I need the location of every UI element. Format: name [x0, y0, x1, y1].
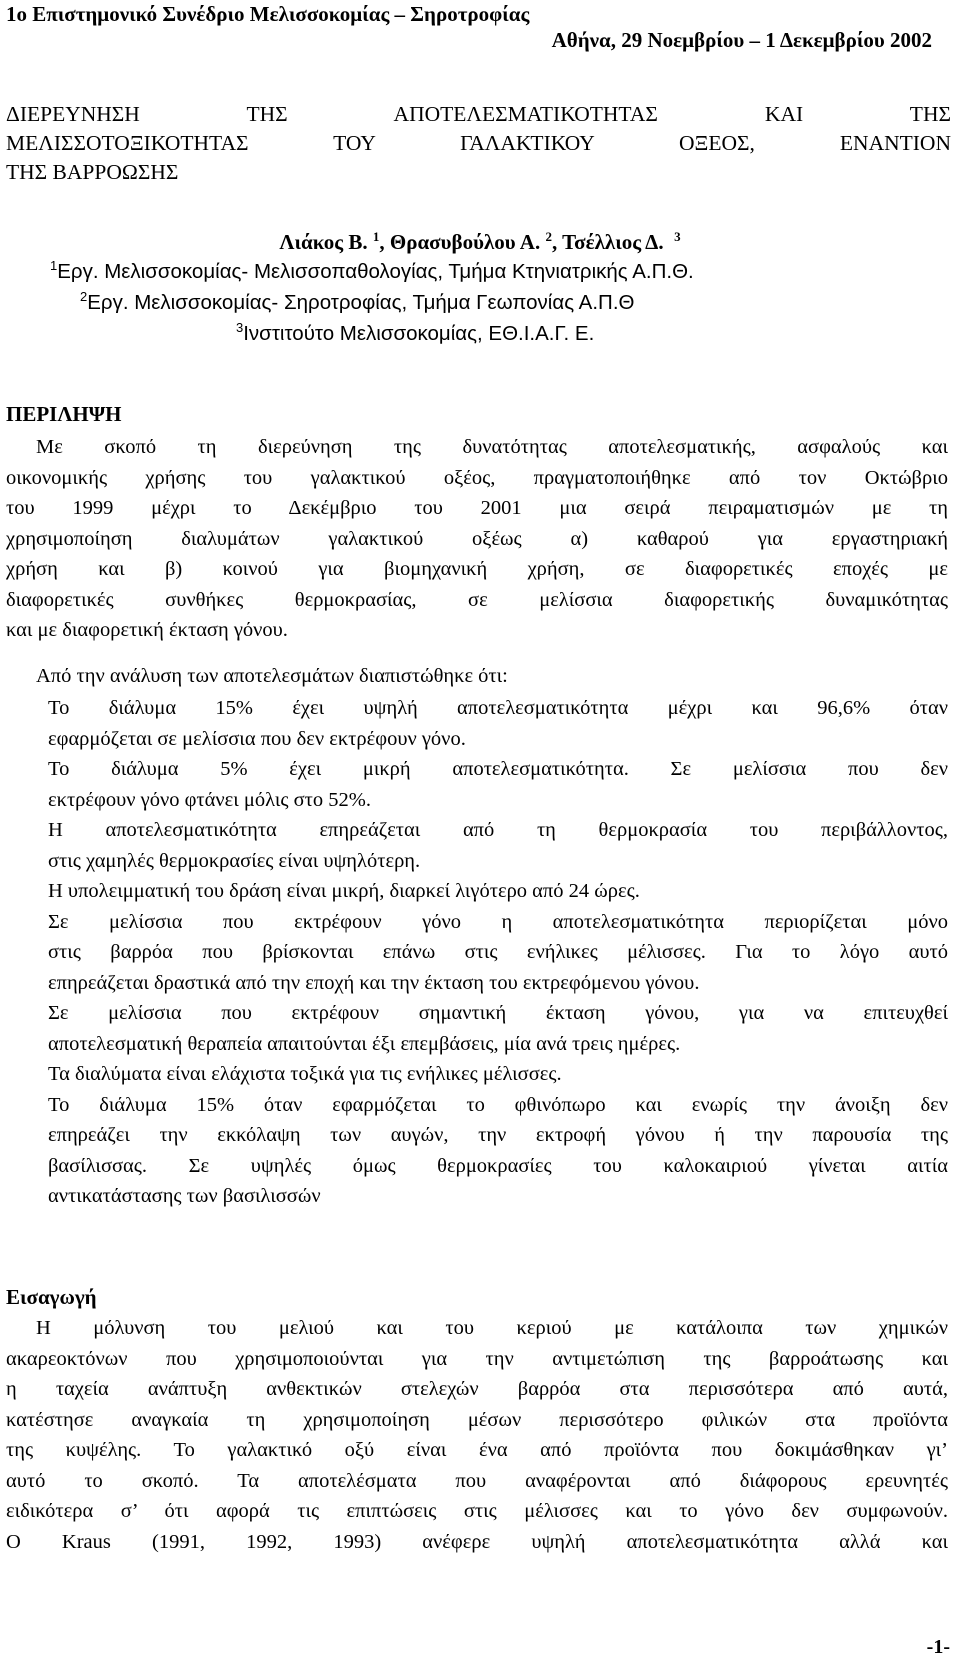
affiliation — [236, 322, 594, 346]
text-line: αντικατάστασης των βασιλισσών — [48, 1185, 321, 1207]
text-line: Η υπολειμματική του δράση είναι μικρή, διαρκεί λιγότερο από 24 ώρες. — [48, 880, 640, 902]
text-line: χρησιμοποίηση διαλυμάτων γαλακτικού οξέως α) καθαρού για εργαστηριακή — [6, 527, 948, 550]
text-line: εκτρέφουν γόνο φτάνει μόλις στο 52%. — [48, 788, 371, 811]
title-line: ΔΙΕΡΕΥΝΗΣΗ ΤΗΣ ΑΠΟΤΕΛΕΣΜΑΤΙΚΟΤΗΤΑΣ ΚΑΙ ΤΗΣ — [6, 102, 951, 126]
text-line: χρήση και β) κοινού για βιομηχανική χρήση, σε διαφορετικές εποχές με — [6, 558, 948, 580]
text-line: Η μόλυνση του μελιού και του κεριού με κατάλοιπα των χημικών — [36, 1317, 948, 1339]
conference-date: Αθήνα, 29 Νοεμβρίου – 1 Δεκεμβρίου 2002 — [551, 28, 932, 52]
text-line: της κυψέλης. Το γαλακτικό οξύ είναι ένα από προϊόντα που δοκιμάσθηκαν γι’ — [6, 1439, 948, 1461]
finding-item — [48, 1090, 948, 1212]
abstract-heading: ΠΕΡΙΛΗΨΗ — [6, 402, 122, 426]
finding-item — [48, 754, 948, 815]
affiliation — [80, 291, 634, 315]
text-line: Σε μελίσσια που εκτρέφουν γόνο η αποτελεσματικότητα περιορίζεται μόνο — [48, 910, 948, 933]
text-line: στις χαμηλές θερμοκρασίες είναι υψηλότερη. — [48, 849, 421, 872]
author-name: , Θρασυβούλου Α. — [379, 230, 541, 254]
affiliation — [50, 260, 694, 284]
author-sup: 1 — [372, 229, 380, 244]
text-line: η ταχεία ανάπτυξη ανθεκτικών στελεχών βαρρόα στα περισσότερα από αυτά, — [6, 1378, 948, 1400]
abstract-paragraph — [6, 432, 948, 646]
finding-item — [48, 876, 948, 907]
text-line: Το διάλυμα 15% όταν εφαρμόζεται το φθινόπωρο και ενωρίς την άνοιξη δεν — [48, 1093, 948, 1116]
text-line: ειδικότερα σ’ ότι αφορά τις επιπτώσεις στις μέλισσες και το γόνο δεν συμφωνούν. — [6, 1500, 948, 1522]
text-line: ακαρεοκτόνων που χρησιμοποιούνται για την αντιμετώπιση της βαρροάτωσης και — [6, 1347, 948, 1370]
author-name: Λιάκος Β. — [279, 230, 368, 254]
affiliation-text: Εργ. Μελισσοκομίας- Σηροτροφίας, Τμήμα Γεωπονίας Α.Π.Θ — [87, 291, 635, 314]
text-line: αποτελεσματική θεραπεία απαιτούνται έξι επεμβάσεις, μία ανά τρεις ημέρες. — [48, 1032, 681, 1055]
affiliation-sup: 2 — [80, 289, 88, 305]
author-name: , Τσέλλιος Δ. — [551, 230, 664, 254]
text-line: του 1999 μέχρι το Δεκέμβριο του 2001 μια σειρά πειραματισμών με τη — [6, 497, 948, 519]
text-line: αυτό το σκοπό. Τα αποτελέσματα που αναφέρονται από διάφορους ερευνητές — [6, 1469, 948, 1492]
author-sup: 3 — [674, 229, 681, 244]
text-line: Ο Kraus (1991, 1992, 1993) ανέφερε υψηλή αποτελεσματικότητα αλλά και — [6, 1530, 948, 1553]
affiliation-sup: 3 — [236, 320, 244, 336]
finding-item — [48, 1059, 948, 1090]
introduction-heading: Εισαγωγή — [6, 1285, 97, 1309]
findings-list — [48, 693, 948, 1212]
introduction-paragraph — [6, 1313, 948, 1557]
text-line: Τα διαλύματα είναι ελάχιστα τοξικά για τις ενήλικες μέλισσες. — [48, 1063, 562, 1085]
text-line: Το διάλυμα 5% έχει μικρή αποτελεσματικότητα. Σε μελίσσια που δεν — [48, 758, 948, 780]
title-line: ΜΕΛΙΣΣΟΤΟΞΙΚΟΤΗΤΑΣ ΤΟΥ ΓΑΛΑΚΤΙΚΟΥ ΟΞΕΟΣ, ΕΝΑΝΤΙΟΝ — [6, 131, 951, 155]
finding-item — [48, 815, 948, 876]
finding-item — [48, 907, 948, 999]
text-line: διαφορετικές συνθήκες θερμοκρασίας, σε μελίσσια διαφορετικής δυναμικότητας — [6, 588, 948, 611]
text-line: Με σκοπό τη διερεύνηση της δυνατότητας αποτελεσματικής, ασφαλούς και — [36, 436, 948, 458]
title-line: ΤΗΣ ΒΑΡΡΟΩΣΗΣ — [6, 160, 179, 184]
page-number: -1- — [926, 1636, 950, 1658]
affiliation-text: Εργ. Μελισσοκομίας- Μελισσοπαθολογίας, Τμήμα Κτηνιατρικής Α.Π.Θ. — [57, 260, 694, 283]
text-line: Το διάλυμα 15% έχει υψηλή αποτελεσματικότητα μέχρι και 96,6% όταν — [48, 697, 948, 719]
text-line: επηρεάζεται δραστικά από την εποχή και την έκταση του εκτρεφόμενου γόνου. — [48, 971, 700, 994]
text-line: κατέστησε αναγκαία τη χρησιμοποίηση μέσων περισσότερο φιλικών στα προϊόντα — [6, 1408, 948, 1431]
finding-item — [48, 998, 948, 1059]
author-sup: 2 — [545, 229, 552, 244]
text-line: Η αποτελεσματικότητα επηρεάζεται από τη θερμοκρασία του περιβάλλοντος, — [48, 819, 948, 841]
text-line: επηρεάζει την εκκόλαψη των αυγών, την εκτροφή γόνου ή την παρουσία της — [48, 1124, 948, 1146]
text-line: και με διαφορετική έκταση γόνου. — [6, 619, 288, 641]
finding-item — [48, 693, 948, 754]
affiliation-text: Ινστιτούτο Μελισσοκομίας, ΕΘ.Ι.Α.Γ. Ε. — [243, 322, 595, 345]
text-line: στις βαρρόα που βρίσκονται επάνω στις ενήλικες μέλισσες. Για το λόγο αυτό — [48, 941, 948, 963]
author-list — [0, 230, 960, 255]
text-line: οικονομικής χρήσης του γαλακτικού οξέος, πραγματοποιήθηκε από τον Οκτώβριο — [6, 466, 948, 489]
findings-intro: Από την ανάλυση των αποτελεσμάτων διαπιστώθηκε ότι: — [36, 665, 508, 687]
text-line: Σε μελίσσια που εκτρέφουν σημαντική έκταση γόνου, για να επιτευχθεί — [48, 1002, 948, 1024]
text-line: εφαρμόζεται σε μελίσσια που δεν εκτρέφουν γόνο. — [48, 727, 466, 750]
conference-header: 1ο Επιστημονικό Συνέδριο Μελισσοκομίας – Σηροτροφίας — [6, 2, 530, 26]
text-line: βασίλισσας. Σε υψηλές όμως θερμοκρασίες του καλοκαιριού γίνεται αιτία — [48, 1154, 948, 1177]
paper-title — [6, 100, 951, 187]
affiliation-sup: 1 — [50, 258, 58, 274]
